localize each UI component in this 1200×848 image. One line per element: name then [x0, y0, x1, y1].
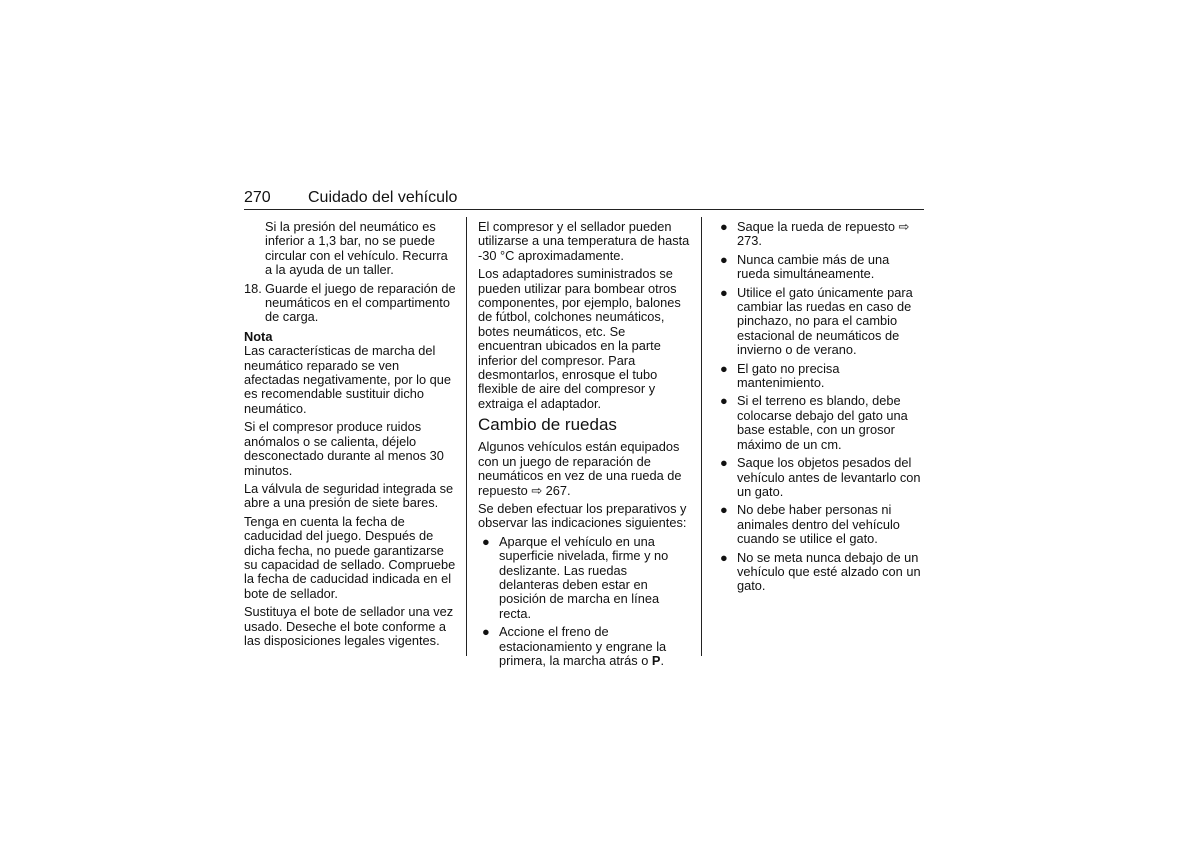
bullet-text: Saque la rueda de repuesto ⇨ 273.: [737, 219, 910, 249]
bullet-icon: ●: [720, 549, 728, 565]
bullet-item: [716, 503, 924, 546]
bullet-text: No debe haber personas ni animales dentro del vehículo cuando se utilice el gato.: [737, 502, 900, 547]
bullet-text-main: Accione el freno de estacionamiento y engrane la primera, la marcha atrás o: [499, 624, 667, 668]
bullet-text: Utilice el gato únicamente para cambiar las ruedas en caso de pinchazo, no para el cambio estacional de neumáticos de invierno o de verano.: [737, 284, 913, 358]
bullet-icon: ●: [720, 455, 728, 471]
paragraph: Los adaptadores suministrados se pueden utilizar para bombear otros componentes, por ejemplo, balones de fútbol, colchones neumáticos, botes neumáticos, etc. Se encuentran ubicados en la parte inferior del compresor. Para desmontarlos, enrosque el tubo flexible de aire del compresor y extraiga el adaptador.: [478, 266, 681, 411]
bullet-text: Saque los objetos pesados del vehículo antes de levantarlo con un gato.: [737, 455, 921, 499]
bullet-icon: ●: [720, 251, 728, 267]
step-17-continuation: Si la presión del neumático es inferior a 1,3 bar, no se puede circular con el vehículo. Recurra a la ayuda de un taller.: [265, 219, 448, 278]
bullet-icon: ●: [482, 533, 490, 549]
column-left: [244, 220, 456, 652]
step-18: [244, 282, 456, 325]
column-middle: [478, 220, 690, 672]
bullet-item: [478, 535, 690, 621]
bullet-text: [499, 625, 690, 668]
bullet-item: [716, 551, 924, 594]
bullet-item: [716, 362, 924, 391]
paragraph: Sustituya el bote de sellador una vez usado. Deseche el bote conforme a las disposiciones legales vigentes.: [244, 604, 454, 648]
bullet-text: Si el terreno es blando, debe colocarse debajo del gato una base estable, con un grosor máximo de un cm.: [737, 393, 908, 452]
bullet-text: Nunca cambie más de una rueda simultáneamente.: [737, 251, 890, 282]
bullet-icon: ●: [720, 284, 728, 300]
bullet-icon: ●: [720, 502, 728, 518]
step-number: 18.: [244, 280, 262, 296]
page-number: 270: [244, 189, 271, 206]
paragraph: Algunos vehículos están equipados con un juego de reparación de neumáticos en vez de una rueda de repuesto ⇨ 267.: [478, 439, 682, 498]
section-heading: Cambio de ruedas: [478, 415, 617, 435]
bullet-text: No se meta nunca debajo de un vehículo que esté alzado con un gato.: [737, 549, 921, 594]
bullet-icon: ●: [720, 360, 728, 376]
bullet-item: [716, 253, 924, 282]
column-right: [716, 220, 924, 598]
bullet-item: [716, 394, 924, 452]
bullet-item: [716, 220, 924, 249]
bullet-icon: ●: [720, 219, 728, 234]
paragraph: La válvula de seguridad integrada se abre a una presión de siete bares.: [244, 480, 454, 511]
bullet-item: [716, 286, 924, 358]
bullet-item: [478, 625, 690, 668]
note-label: Nota: [244, 328, 273, 344]
chapter-title: Cuidado del vehículo: [308, 189, 458, 206]
gear-p-label: P: [651, 652, 661, 668]
bullet-icon: ●: [482, 624, 490, 640]
paragraph: Se deben efectuar los preparativos y observar las indicaciones siguientes:: [478, 500, 687, 531]
column-divider: [466, 217, 467, 656]
note-text: Las características de marcha del neumático reparado se ven afectadas negativamente, por lo que es recomendable sustituir dicho neumático.: [244, 343, 452, 416]
bullet-text: Aparque el vehículo en una superficie nivelada, firme y no deslizante. Las ruedas delanteras deben estar en posición de marcha en línea recta.: [499, 533, 669, 621]
paragraph: Si el compresor produce ruidos anómalos o se calienta, déjelo desconectado durante al menos 30 minutos.: [244, 419, 444, 478]
column-divider: [701, 217, 702, 656]
bullet-icon: ●: [720, 393, 728, 409]
bullet-text: El gato no precisa mantenimiento.: [737, 360, 840, 391]
paragraph: El compresor y el sellador pueden utilizarse a una temperatura de hasta -30 °C aproximadamente.: [478, 219, 690, 263]
bullet-text-end: .: [660, 652, 665, 668]
step-text: Guarde el juego de reparación de neumáticos en el compartimento de carga.: [265, 280, 456, 325]
paragraph: Tenga en cuenta la fecha de caducidad del juego. Después de dicha fecha, no puede garantizarse su capacidad de sellado. Compruebe la fecha de caducidad indicada en el bote de sellador.: [244, 513, 456, 601]
page-header: [244, 189, 924, 210]
bullet-item: [716, 456, 924, 499]
